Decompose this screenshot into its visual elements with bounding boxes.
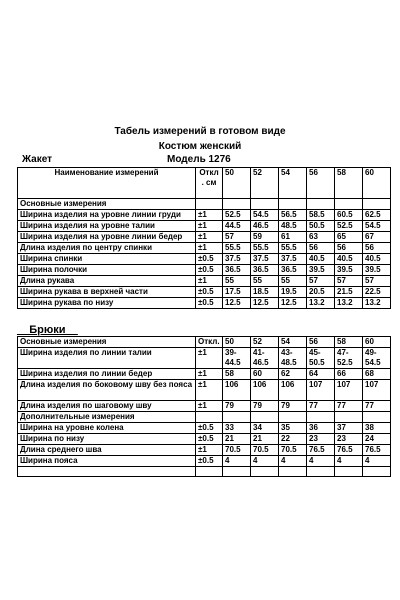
size-value-cell: 40.5	[335, 254, 363, 265]
size-value-cell	[251, 467, 279, 477]
header-cell-size: 50	[223, 168, 251, 199]
deviation-cell: ±1	[196, 243, 223, 254]
size-value-cell: 62	[279, 369, 307, 380]
table-row	[18, 456, 391, 467]
size-value-cell: 57	[307, 276, 335, 287]
size-value-cell: 55.5	[223, 243, 251, 254]
document-subtitle: Костюм женский	[158, 141, 242, 152]
size-value-cell: 106	[251, 380, 279, 401]
size-value-cell: 52.5	[223, 210, 251, 221]
size-value-cell: 36.5	[223, 265, 251, 276]
size-value-cell: 21	[251, 434, 279, 445]
measurement-name-cell: Основные измерения	[18, 337, 196, 348]
size-value-cell	[251, 199, 279, 210]
table-row	[18, 412, 391, 423]
header-cell-size: 52	[251, 168, 279, 199]
size-value-cell: 23	[307, 434, 335, 445]
size-value-cell: 4	[223, 456, 251, 467]
size-value-cell: 37.5	[279, 254, 307, 265]
deviation-cell: ±0.5	[196, 434, 223, 445]
size-value-cell: 34	[251, 423, 279, 434]
jacket-section-label: Жакет	[22, 154, 53, 165]
size-value-cell: 44.5	[223, 221, 251, 232]
table-row	[18, 254, 391, 265]
measurement-name-cell: Длина изделия по центру спинки	[18, 243, 196, 254]
size-value-cell	[223, 467, 251, 477]
size-value-cell: 20.5	[307, 287, 335, 298]
size-value-cell: 19.5	[279, 287, 307, 298]
size-value-cell: 45-​50.5	[307, 348, 335, 369]
size-value-cell: 79	[251, 401, 279, 412]
header-cell-size: 56	[307, 168, 335, 199]
size-value-cell: 55	[279, 276, 307, 287]
size-value-cell	[363, 199, 391, 210]
size-value-cell: 46.5	[251, 221, 279, 232]
table-row	[18, 348, 391, 369]
size-value-cell	[335, 412, 363, 423]
size-value-cell: 21.5	[335, 287, 363, 298]
size-value-cell: 56	[363, 243, 391, 254]
size-value-cell: 77	[307, 401, 335, 412]
measurement-name-cell: Длина среднего шва	[18, 445, 196, 456]
size-value-cell: 56	[335, 243, 363, 254]
size-value-cell: 77	[335, 401, 363, 412]
size-value-cell: 57	[223, 232, 251, 243]
size-value-cell: 107	[307, 380, 335, 401]
deviation-cell: ±0.5	[196, 287, 223, 298]
size-value-cell	[363, 412, 391, 423]
size-value-cell: 76.5	[307, 445, 335, 456]
size-value-cell	[307, 467, 335, 477]
size-value-cell: 4	[307, 456, 335, 467]
size-value-cell: 70.5	[279, 445, 307, 456]
measurement-name-cell: Основные измерения	[18, 199, 196, 210]
size-value-cell: 24	[363, 434, 391, 445]
measurement-name-cell: Ширина рукава в верхней части	[18, 287, 196, 298]
size-value-cell: 39.5	[307, 265, 335, 276]
size-value-cell: 50	[223, 337, 251, 348]
size-value-cell: 61	[279, 232, 307, 243]
size-value-cell: 54.5	[251, 210, 279, 221]
size-value-cell: 49-​54.5	[363, 348, 391, 369]
size-value-cell: 63	[307, 232, 335, 243]
model-label: Модель 1276	[167, 154, 231, 165]
table-row	[18, 287, 391, 298]
deviation-cell: ±1	[196, 232, 223, 243]
size-value-cell: 17.5	[223, 287, 251, 298]
size-value-cell	[363, 467, 391, 477]
table-row	[18, 265, 391, 276]
size-value-cell	[307, 412, 335, 423]
table-row	[18, 298, 391, 309]
deviation-cell: ±1	[196, 380, 223, 401]
size-value-cell	[335, 199, 363, 210]
size-value-cell: 22	[279, 434, 307, 445]
size-value-cell: 12.5	[251, 298, 279, 309]
deviation-cell: ±1	[196, 369, 223, 380]
size-value-cell: 39-​44.5	[223, 348, 251, 369]
size-value-cell: 70.5	[251, 445, 279, 456]
table-row	[18, 434, 391, 445]
size-value-cell: 18.5	[251, 287, 279, 298]
measurement-name-cell: Длина изделия по боковому шву без пояса	[18, 380, 196, 401]
size-value-cell: 64	[307, 369, 335, 380]
size-value-cell: 4	[363, 456, 391, 467]
size-value-cell: 56	[307, 337, 335, 348]
size-value-cell: 38	[363, 423, 391, 434]
table-row	[18, 232, 391, 243]
deviation-cell	[196, 467, 223, 477]
size-value-cell: 56	[307, 243, 335, 254]
deviation-cell: ±0.5	[196, 265, 223, 276]
size-value-cell: 55	[223, 276, 251, 287]
size-value-cell: 58	[335, 337, 363, 348]
size-value-cell: 36	[307, 423, 335, 434]
size-value-cell: 66	[335, 369, 363, 380]
deviation-cell	[196, 412, 223, 423]
deviation-cell: Откл.	[196, 337, 223, 348]
size-value-cell: 37.5	[251, 254, 279, 265]
size-value-cell: 67	[363, 232, 391, 243]
size-value-cell: 36.5	[251, 265, 279, 276]
size-value-cell: 106	[279, 380, 307, 401]
size-value-cell: 58	[223, 369, 251, 380]
measurement-name-cell: Ширина спинки	[18, 254, 196, 265]
size-value-cell: 79	[279, 401, 307, 412]
document-title: Табель измерений в готовом виде	[114, 126, 286, 137]
size-value-cell	[223, 199, 251, 210]
size-value-cell	[223, 412, 251, 423]
size-value-cell	[335, 467, 363, 477]
size-value-cell: 22.5	[363, 287, 391, 298]
size-value-cell: 47-​52.5	[335, 348, 363, 369]
size-value-cell: 76.5	[363, 445, 391, 456]
size-value-cell: 55.5	[251, 243, 279, 254]
size-value-cell: 12.5	[223, 298, 251, 309]
size-value-cell: 52.5	[335, 221, 363, 232]
table-row	[18, 221, 391, 232]
measurement-name-cell: Ширина рукава по низу	[18, 298, 196, 309]
measurement-name-cell: Длина рукава	[18, 276, 196, 287]
table-row	[18, 210, 391, 221]
pants-section-label: __Брюки__	[17, 324, 78, 336]
size-value-cell: 54	[279, 337, 307, 348]
size-value-cell: 13.2	[363, 298, 391, 309]
deviation-cell: ±1	[196, 445, 223, 456]
size-value-cell: 62.5	[363, 210, 391, 221]
deviation-cell: ±0.5	[196, 254, 223, 265]
table-row	[18, 423, 391, 434]
table-row	[18, 445, 391, 456]
size-value-cell: 33	[223, 423, 251, 434]
size-value-cell: 23	[335, 434, 363, 445]
size-value-cell: 107	[363, 380, 391, 401]
size-value-cell	[279, 412, 307, 423]
size-value-cell: 13.2	[335, 298, 363, 309]
measurement-name-cell: Длина изделия по шаговому шву	[18, 401, 196, 412]
size-value-cell: 60.5	[335, 210, 363, 221]
deviation-cell: ±1	[196, 276, 223, 287]
table-row	[18, 369, 391, 380]
deviation-cell: ±1	[196, 348, 223, 369]
measurement-name-cell: Ширина изделия на уровне линии бедер	[18, 232, 196, 243]
deviation-cell: ±1	[196, 210, 223, 221]
measurement-name-cell: Ширина на уровне колена	[18, 423, 196, 434]
size-value-cell: 52	[251, 337, 279, 348]
size-value-cell: 41-​46.5	[251, 348, 279, 369]
size-value-cell: 48.5	[279, 221, 307, 232]
table-row	[18, 243, 391, 254]
table-row	[18, 276, 391, 287]
table-row	[18, 337, 391, 348]
size-value-cell: 60	[363, 337, 391, 348]
deviation-cell: ±1	[196, 221, 223, 232]
measurement-name-cell: Ширина изделия по линии талии	[18, 348, 196, 369]
measurement-name-cell: Ширина изделия по линии бедер	[18, 369, 196, 380]
size-value-cell: 68	[363, 369, 391, 380]
size-value-cell: 37.5	[223, 254, 251, 265]
size-value-cell: 77	[363, 401, 391, 412]
size-value-cell: 40.5	[307, 254, 335, 265]
jacket-measurements-table	[17, 167, 391, 309]
size-value-cell	[251, 412, 279, 423]
size-value-cell: 56.5	[279, 210, 307, 221]
size-value-cell: 76.5	[335, 445, 363, 456]
deviation-cell: ±0.5	[196, 456, 223, 467]
table-row	[18, 467, 391, 477]
size-value-cell: 58.5	[307, 210, 335, 221]
size-value-cell: 4	[279, 456, 307, 467]
measurement-name-cell: Ширина по низу	[18, 434, 196, 445]
size-value-cell: 106	[223, 380, 251, 401]
size-value-cell: 36.5	[279, 265, 307, 276]
deviation-cell: ±0.5	[196, 423, 223, 434]
deviation-cell: ±0.5	[196, 298, 223, 309]
table-row	[18, 380, 391, 401]
size-value-cell: 70.5	[223, 445, 251, 456]
size-value-cell: 4	[335, 456, 363, 467]
header-cell-size: 58	[335, 168, 363, 199]
size-value-cell: 40.5	[363, 254, 391, 265]
header-cell-name: Наименование измерений	[18, 168, 196, 199]
size-value-cell: 55	[251, 276, 279, 287]
size-value-cell: 57	[335, 276, 363, 287]
header-cell-size: 54	[279, 168, 307, 199]
size-value-cell: 107	[335, 380, 363, 401]
size-value-cell	[307, 199, 335, 210]
table-row	[18, 199, 391, 210]
measurement-name-cell: Ширина изделия на уровне линии груди	[18, 210, 196, 221]
table-header-row	[18, 168, 391, 199]
table-row	[18, 401, 391, 412]
pants-measurements-table	[17, 336, 391, 477]
size-value-cell: 59	[251, 232, 279, 243]
size-value-cell: 55.5	[279, 243, 307, 254]
size-value-cell: 37	[335, 423, 363, 434]
header-cell-size: 60	[363, 168, 391, 199]
size-value-cell: 50.5	[307, 221, 335, 232]
measurement-name-cell: Ширина пояса	[18, 456, 196, 467]
size-value-cell: 39.5	[363, 265, 391, 276]
deviation-cell	[196, 199, 223, 210]
deviation-cell: ±1	[196, 401, 223, 412]
size-value-cell: 35	[279, 423, 307, 434]
size-value-cell: 21	[223, 434, 251, 445]
size-value-cell: 60	[251, 369, 279, 380]
measurement-name-cell	[18, 467, 196, 477]
size-value-cell: 39.5	[335, 265, 363, 276]
size-value-cell: 13.2	[307, 298, 335, 309]
size-value-cell	[279, 199, 307, 210]
size-value-cell: 65	[335, 232, 363, 243]
size-value-cell: 43-​48.5	[279, 348, 307, 369]
size-value-cell	[279, 467, 307, 477]
size-value-cell: 4	[251, 456, 279, 467]
measurement-name-cell: Дополнительные измерения	[18, 412, 196, 423]
size-value-cell: 79	[223, 401, 251, 412]
measurement-name-cell: Ширина изделия на уровне талии	[18, 221, 196, 232]
size-value-cell: 54.5	[363, 221, 391, 232]
size-value-cell: 57	[363, 276, 391, 287]
measurement-name-cell: Ширина полочки	[18, 265, 196, 276]
size-value-cell: 12.5	[279, 298, 307, 309]
header-cell-deviation: Откл . см	[196, 168, 223, 199]
